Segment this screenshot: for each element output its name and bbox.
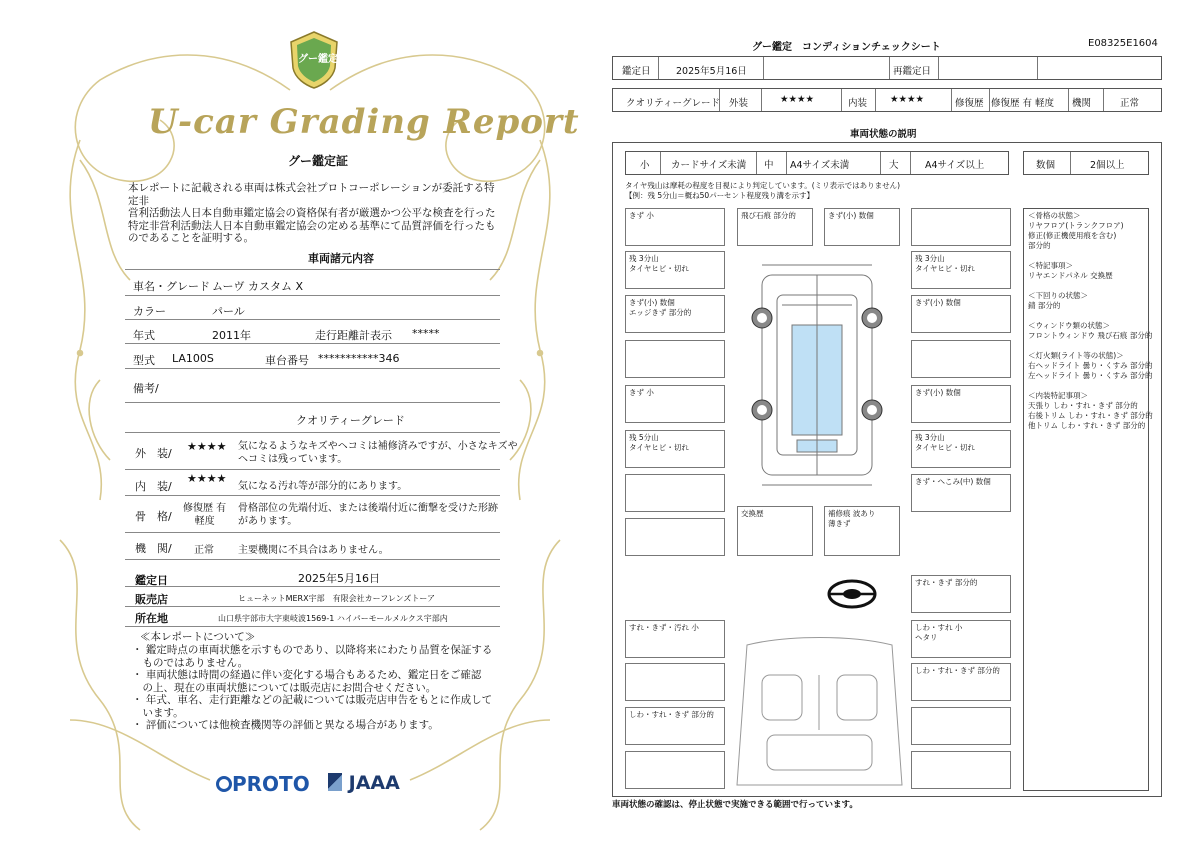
size-large: 大 (889, 160, 899, 171)
about-line: ・ 鑑定時点の車両状態を示すものであり、以降将来にわたり品質を保証する (132, 644, 493, 656)
size-medium-desc: A4サイズ未満 (790, 160, 850, 171)
engine-desc: 主要機関に不具合はありません。 (238, 545, 389, 556)
shop-label: 販売店 (135, 593, 168, 606)
exterior-label: 外 装/ (135, 447, 172, 460)
mileage-value: ***** (412, 327, 440, 340)
sheet-id: E08325E1604 (1088, 38, 1158, 49)
note-line: ＜下回りの状態＞ (1028, 291, 1088, 300)
color-label: カラー (133, 305, 166, 318)
int-label: 内装 (848, 98, 868, 109)
note-line: ＜内装特記事項＞ (1028, 391, 1088, 400)
condition-check-sheet (612, 30, 1164, 820)
date-value: 2025年5月16日 (676, 66, 747, 77)
inspection-date-value: 2025年5月16日 (298, 572, 380, 585)
damage-box: しわ・すれ 小 ヘタリ (911, 620, 1011, 658)
damage-box: 残 5分山 タイヤヒビ・切れ (625, 430, 725, 468)
about-line: ・ 車両状態は時間の経過に伴い変化する場合もあるため、鑑定日をご確認 (132, 669, 482, 681)
shop-value: ヒューネットMERX宇部 有限会社カーフレンズトーア (238, 594, 436, 603)
year-label: 年式 (133, 329, 155, 342)
damage-box: きず 小 (625, 208, 725, 246)
damage-box (911, 751, 1011, 789)
chassis-label: 車台番号 (265, 354, 309, 367)
proto-logo: PROTO (216, 772, 310, 796)
about-line: の上、現在の車両状態については販売店にお問合せください。 (132, 681, 437, 694)
damage-box (911, 208, 1011, 246)
address-label: 所在地 (135, 612, 168, 625)
size-small-desc: カードサイズ未満 (671, 160, 747, 171)
chassis-value: ***********346 (318, 352, 400, 365)
damage-box: 交換歴 (737, 506, 813, 556)
damage-box: きず・へこみ(中) 数個 (911, 474, 1011, 512)
damage-box: きず 小 (625, 385, 725, 423)
sheet-title: グー鑑定 コンディションチェックシート (752, 42, 941, 53)
note-line: ＜骨格の状態＞ (1028, 211, 1081, 220)
damage-box: 飛び石痕 部分的 (737, 208, 813, 246)
tire-example: 【例：残 5分山＝概ね50パーセント程度残り溝を示す】 (625, 191, 815, 200)
count-desc: 2個以上 (1090, 160, 1125, 171)
engine-value: 正常 (1120, 98, 1140, 109)
grading-report (40, 20, 580, 840)
exterior-desc: 気になるようなキズやヘコミは補修済みですが、小さなキズや (238, 441, 518, 452)
note-line: フロントウィンドウ 飛び石痕 部分的 (1028, 331, 1153, 340)
car-name-value: ムーヴ カスタム X (212, 280, 303, 293)
interior-stars: ★★★★ (187, 472, 227, 485)
intro-line: 特定非営利活動法人日本自動車鑑定協会の定める基準にて品質評価を行ったも (128, 219, 496, 232)
note-line: 天張り しわ・すれ・きず 部分的 (1028, 401, 1138, 410)
car-name-label: 車名・グレード (133, 280, 210, 293)
intro-line: のであることを証明する。 (128, 232, 254, 244)
car-top-view-diagram (722, 255, 912, 495)
damage-box (911, 340, 1011, 378)
address-value: 山口県宇部市大字東岐波1569-1 ハイパーモールメルクス宇部内 (218, 614, 448, 623)
note-line: 他トリム しわ・すれ・きず 部分的 (1028, 421, 1146, 430)
interior-label: 内 装/ (135, 480, 172, 493)
proto-mark-icon (216, 776, 232, 792)
car-interior-diagram (727, 635, 912, 795)
spec-title: 車両諸元内容 (308, 252, 374, 265)
damage-box (625, 474, 725, 512)
frame-desc: があります。 (238, 516, 298, 527)
mileage-label: 走行距離計表示 (315, 329, 392, 342)
qg-label: クオリティーグレード (626, 98, 721, 109)
note-line: 左ヘッドライト 曇り・くすみ 部分的 (1028, 371, 1153, 380)
engine-value: 正常 (194, 545, 214, 556)
intro-line: 本レポートに記載される車両は株式会社プロトコーポレーションが委託する特定非 (128, 182, 495, 207)
ext-label: 外装 (729, 98, 749, 109)
size-small: 小 (640, 160, 650, 171)
tire-note: タイヤ残山は摩耗の程度を目視により判定しています。(ミリ表示ではありません) (625, 181, 901, 190)
about-line: ・ 評価については他検査機関等の評価と異なる場合があります。 (132, 719, 439, 731)
footer-note: 車両状態の確認は、停止状態で実施できる範囲で行っています。 (612, 800, 858, 810)
model-label: 型式 (133, 354, 155, 367)
interior-desc: 気になる汚れ等が部分的にあります。 (238, 481, 408, 492)
engine-label: 機関 (1072, 98, 1092, 109)
count-label: 数個 (1036, 160, 1056, 171)
color-value: パール (212, 305, 245, 318)
intro-line: 営利活動法人日本自動車鑑定協会の資格保有者が厳選かつ公平な検査を行った (128, 207, 496, 219)
note-line: 錆 部分的 (1028, 301, 1061, 310)
note-line: ＜ウィンドウ類の状態＞ (1028, 321, 1111, 330)
about-line: います。 (132, 706, 184, 719)
damage-box: きず(小) 数個 (824, 208, 900, 246)
state-title: 車両状態の説明 (850, 129, 917, 140)
note-line: 右ヘッドライト 曇り・くすみ 部分的 (1028, 361, 1153, 370)
frame-value: 軽度 (194, 516, 215, 527)
damage-box (911, 707, 1011, 745)
year-value: 2011年 (212, 329, 251, 342)
damage-box: きず(小) 数個 (911, 295, 1011, 333)
repair-value: 修復歴 有 軽度 (991, 98, 1055, 109)
size-medium: 中 (764, 160, 774, 171)
damage-box (625, 340, 725, 378)
damage-box (625, 751, 725, 789)
size-large-desc: A4サイズ以上 (925, 160, 985, 171)
about-line: ・ 年式、車名、走行距離などの記載については販売店申告をもとに作成して (132, 694, 493, 706)
damage-box: 残 3分山 タイヤヒビ・切れ (911, 251, 1011, 289)
note-line: リヤフロア(トランクフロア) (1028, 221, 1124, 230)
damage-box: すれ・きず 部分的 (911, 575, 1011, 613)
note-line: 修正(修正機使用痕を含む) (1028, 231, 1117, 240)
frame-desc: 骨格部位の先端付近、または後端付近に衝撃を受けた形跡 (238, 503, 498, 514)
frame-label: 骨 格/ (135, 510, 172, 523)
note-line: 右後トリム しわ・すれ・きず 部分的 (1028, 411, 1153, 420)
exterior-desc: ヘコミは残っています。 (238, 454, 348, 465)
damage-box: 補修痕 波あり 薄きず (824, 506, 900, 556)
jaaa-logo: JAAA (328, 772, 400, 794)
damage-box: しわ・すれ・きず 部分的 (911, 663, 1011, 701)
inspection-date-label: 鑑定日 (135, 574, 168, 587)
jaaa-mark-icon (328, 773, 342, 791)
report-script-title: U-car Grading Report (148, 102, 580, 142)
badge-text: グー鑑定 (298, 54, 338, 65)
damage-box (625, 518, 725, 556)
damage-box: 残 3分山 タイヤヒビ・切れ (911, 430, 1011, 468)
quality-title: クオリティーグレード (296, 414, 405, 427)
note-line: 部分的 (1028, 241, 1051, 250)
model-value: LA100S (172, 352, 214, 365)
steering-wheel-icon (826, 578, 878, 610)
damage-box: 残 3分山 タイヤヒビ・切れ (625, 251, 725, 289)
note-line: ＜灯火類(ライト等の状態)＞ (1028, 351, 1124, 360)
about-line: ものではありません。 (132, 656, 249, 669)
about-title: ≪本レポートについて≫ (140, 631, 256, 643)
ext-stars: ★★★★ (780, 94, 815, 105)
damage-box: しわ・すれ・きず 部分的 (625, 707, 725, 745)
reinspect-label: 再鑑定日 (893, 66, 932, 77)
damage-box: きず(小) 数個 (911, 385, 1011, 423)
damage-box: きず(小) 数個 エッジきず 部分的 (625, 295, 725, 333)
note-line: リヤエンドパネル 交換歴 (1028, 271, 1113, 280)
repair-label: 修復歴 (955, 98, 984, 109)
frame-value: 修復歴 有 (183, 503, 227, 514)
engine-label: 機 関/ (135, 542, 172, 555)
damage-box (625, 663, 725, 701)
int-stars: ★★★★ (890, 94, 925, 105)
date-label: 鑑定日 (622, 66, 651, 77)
damage-box: すれ・きず・汚れ 小 (625, 620, 725, 658)
remarks-label: 備考/ (133, 382, 159, 395)
certificate-title: グー鑑定証 (288, 154, 349, 168)
exterior-stars: ★★★★ (187, 440, 227, 453)
note-line: ＜特記事項＞ (1028, 261, 1073, 270)
